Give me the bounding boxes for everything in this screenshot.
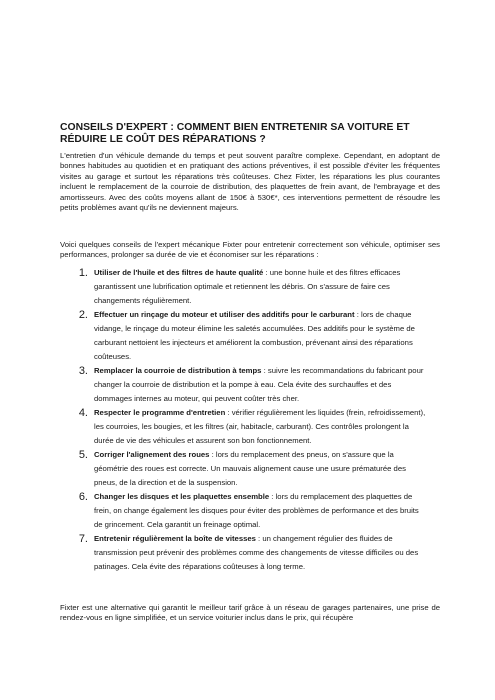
tip-text: : lors de chaque vidange, le rinçage du moteur élimine les saletés accumulées. Des additifs pour le système de carburant nettoient les injecteurs et améliorent la combustion, prévenant ainsi des réparations coûteuses.	[94, 310, 415, 361]
tip-heading: Entretenir régulièrement la boîte de vitesses	[94, 534, 256, 543]
tip-heading: Corriger l'alignement des roues	[94, 450, 210, 459]
list-item	[60, 266, 440, 308]
list-number: 4.	[78, 407, 88, 419]
tip-heading: Changer les disques et les plaquettes ensemble	[94, 492, 270, 501]
tip-text: : un changement régulier des fluides de transmission peut prévenir des problèmes comme des changements de vitesse difficiles ou des patinages. Cela évite des réparations coûteuses à long terme.	[94, 534, 419, 571]
tip-heading: Utiliser de l'huile et des filtres de haute qualité	[94, 268, 264, 277]
list-number: 2.	[78, 309, 88, 321]
intro-paragraph: L'entretien d'un véhicule demande du temps et peut souvent paraître complexe. Cependant, en adoptant de bonnes habitudes au quotidien et en pratiquant des actions préventives, il est possible d'éviter les fréquentes visites au garage et surtout les réparations très coûteuses. Chez Fixter, les réparations les plus courantes incluent le remplacement de la courroie de distribution, des plaquettes de frein avant, de l'embrayage et des amortisseurs. Avec des coûts moyens allant de 150€ à 530€*, ces interventions permettent de résoudre les petits problèmes avant qu'ils ne deviennent majeurs.	[60, 151, 440, 213]
list-item	[60, 308, 440, 364]
page-title: CONSEILS D'EXPERT : COMMENT BIEN ENTRETENIR SA VOITURE ET RÉDUIRE LE COÛT DES RÉPARATIONS ?	[60, 122, 410, 145]
tip-text: : une bonne huile et des filtres efficaces garantissent une lubrification optimale et retiennent les débris. On s'assure de faire ces changements régulièrement.	[94, 268, 401, 305]
list-item	[60, 406, 440, 448]
list-item	[60, 364, 440, 406]
tip-heading: Remplacer la courroie de distribution à temps	[94, 366, 262, 375]
tip-heading: Respecter le programme d'entretien	[94, 408, 226, 417]
tip-text: : lors du remplacement des pneus, on s'assure que la géométrie des roues est correcte. Un mauvais alignement cause une usure prématurée des pneus, de la direction et de la suspension.	[94, 450, 406, 487]
tips-list	[60, 266, 440, 574]
tip-text: : vérifier régulièrement les liquides (frein, refroidissement), les courroies, les bougies, et les filtres (air, habitacle, carburant). Ces contrôles prolongent la durée de vie des véhicules et assurent son bon fonctionnement.	[94, 408, 426, 445]
list-item	[60, 490, 440, 532]
list-number: 3.	[78, 365, 88, 377]
list-number: 6.	[78, 491, 88, 503]
list-item	[60, 532, 440, 574]
tip-heading: Effectuer un rinçage du moteur et utiliser des additifs pour le carburant	[94, 310, 355, 319]
list-item	[60, 448, 440, 490]
tip-text: : lors du remplacement des plaquettes de frein, on change également les disques pour éviter des problèmes de performance et des bruits de grincement. Cela garantit un freinage optimal.	[94, 492, 419, 529]
outro-paragraph: Fixter est une alternative qui garantit le meilleur tarif grâce à un réseau de garages partenaires, une prise de rendez-vous en ligne simplifiée, et un service voiturier inclus dans le prix, qui récupère	[60, 603, 440, 623]
list-number: 5.	[78, 449, 88, 461]
tip-text: : suivre les recommandations du fabricant pour changer la courroie de distribution et la pompe à eau. Cela évite des surchauffes et des dommages internes au moteur, qui peuvent coûter très cher.	[94, 366, 424, 403]
list-number: 1.	[78, 267, 88, 279]
lead-paragraph: Voici quelques conseils de l'expert mécanique Fixter pour entretenir correctement son véhicule, optimiser ses performances, prolonger sa durée de vie et économiser sur les réparations :	[60, 240, 440, 260]
list-number: 7.	[78, 533, 88, 545]
